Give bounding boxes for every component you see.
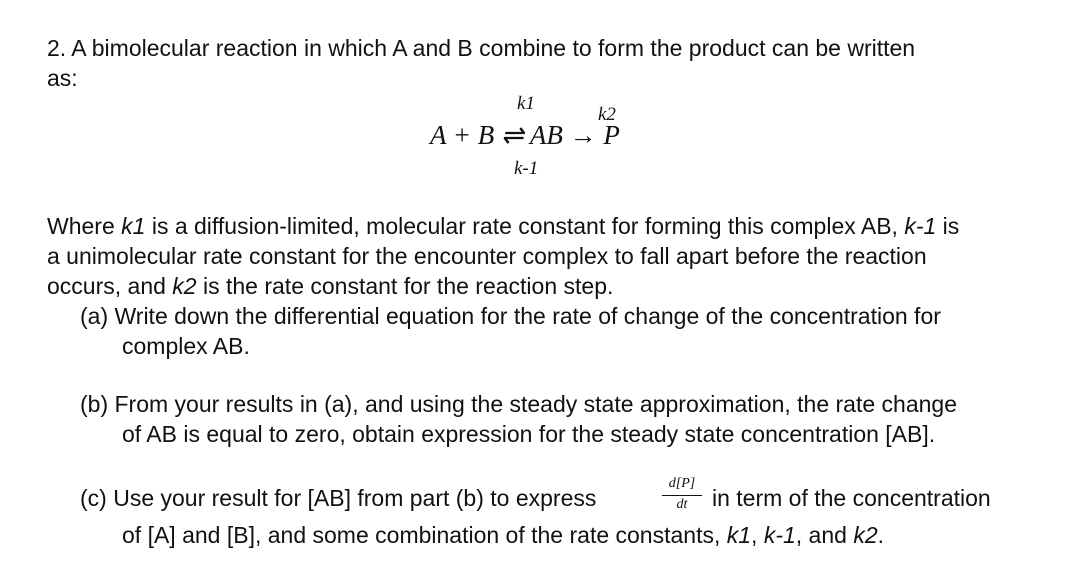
- part-c-line-1-a: (c) Use your result for [AB] from part (b) to express: [80, 485, 597, 511]
- where-line-3: [47, 272, 613, 300]
- part-c-line-1-b: in term of the concentration: [712, 485, 991, 511]
- part-b-line-1: (b) From your results in (a), and using the steady state approximation, the rate change: [80, 391, 957, 417]
- symbol-k1: k1: [121, 213, 146, 239]
- part-a-line-1: (a) Write down the differential equation for the rate of change of the concentration for: [80, 303, 941, 329]
- where3-text-b: is the rate constant for the reaction step.: [196, 273, 614, 299]
- rate-constant-k1: k1: [517, 93, 535, 114]
- where-text-a: Where: [47, 213, 122, 239]
- symbol-k-minus-1: k-1: [763, 522, 796, 548]
- intro-line-1: 2. A bimolecular reaction in which A and B combine to form the product can be written: [47, 35, 916, 61]
- where3-text-a: occurs, and: [47, 273, 173, 299]
- where-line-1: [47, 212, 959, 240]
- part-c-line-2: [122, 521, 884, 549]
- part-a-line-2: complex AB.: [122, 333, 250, 359]
- rate-constant-k-minus-1: k-1: [514, 158, 539, 179]
- period: .: [877, 522, 885, 548]
- intro-line-2: as:: [47, 65, 78, 91]
- symbol-k1: k1: [726, 522, 752, 548]
- where-text-c: is: [936, 213, 960, 239]
- separator: , and: [795, 522, 854, 548]
- separator: ,: [751, 522, 764, 548]
- symbol-k-minus-1: k-1: [904, 213, 937, 239]
- part-b-line-2: of AB is equal to zero, obtain expression for the steady state concentration [AB].: [122, 421, 936, 447]
- fraction-denominator: dt: [676, 497, 688, 512]
- fraction-bar: [662, 495, 702, 496]
- equation-main: A + B ⇌ AB → P: [430, 120, 620, 150]
- rate-constant-k2: k2: [598, 104, 616, 125]
- symbol-k2: k2: [853, 522, 878, 548]
- symbol-k2: k2: [172, 273, 197, 299]
- where-text-b: is a diffusion-limited, molecular rate constant for forming this complex AB,: [145, 213, 905, 239]
- part-c-text: of [A] and [B], and some combination of the rate constants,: [122, 522, 727, 548]
- where-line-2: a unimolecular rate constant for the encounter complex to fall apart before the reaction: [47, 243, 927, 269]
- fraction-numerator: d[P]: [668, 476, 696, 491]
